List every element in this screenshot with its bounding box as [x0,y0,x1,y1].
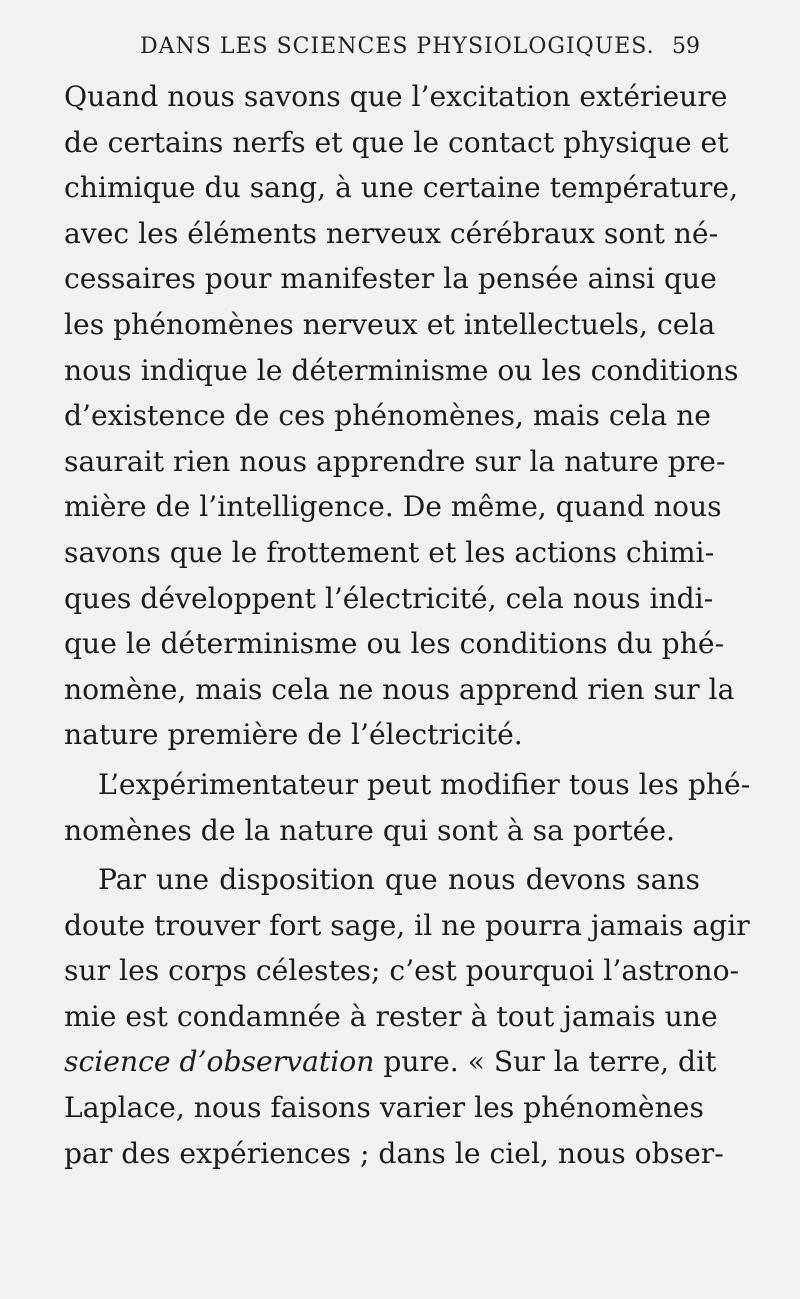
page-number: 59 [672,34,700,59]
text-line: mière de l’intelligence. De même, quand nous [64,490,722,524]
text-line: nous indique le déterminisme ou les conditions [64,353,739,387]
running-head [64,30,700,64]
paragraph-3 [64,857,750,1176]
paragraph-2 [64,762,751,853]
text-line: Laplace, nous faisons varier les phénomènes [64,1091,704,1125]
text-line: L’expérimentateur peut modifier tous les phé- [98,767,751,801]
text-line: sur les corps célestes; c’est pourquoi l’astrono- [64,954,740,988]
text-line: saurait rien nous apprendre sur la nature pre- [64,444,726,478]
text-line: avec les éléments nerveux cérébraux sont né- [64,216,719,250]
line-rest: pure. « Sur la terre, dit [374,1045,717,1079]
text-line-with-italic [64,1039,717,1085]
body-text [64,74,751,1176]
text-line: doute trouver fort sage, il ne pourra jamais agir [64,908,750,942]
text-line: nomènes de la nature qui sont à sa portée. [64,813,675,847]
text-line: nomène, mais cela ne nous apprend rien sur la [64,672,735,706]
text-line: d’existence de ces phénomènes, mais cela ne [64,399,711,433]
text-line: chimique du sang, à une certaine température, [64,171,739,205]
text-line: Par une disposition que nous devons sans [98,863,700,897]
text-line: nature première de l’électricité. [64,718,523,752]
text-line: par des expériences ; dans le ciel, nous obser- [64,1136,724,1170]
text-line: savons que le frottement et les actions chimi- [64,535,715,569]
text-line: cessaires pour manifester la pensée ainsi que [64,262,717,296]
italic-phrase: science d’observation [64,1045,375,1079]
text-line: Quand nous savons que l’excitation extérieure [64,80,728,113]
text-line: mie est condamnée à rester à tout jamais une [64,999,718,1033]
text-line: ques développent l’électricité, cela nous indi- [64,581,714,615]
paragraph-1 [64,74,739,758]
text-line: de certains nerfs et que le contact physique et [64,125,729,159]
text-line: que le déterminisme ou les conditions du phé- [64,627,725,661]
running-head-title: DANS LES SCIENCES PHYSIOLOGIQUES. [140,34,655,59]
text-line: les phénomènes nerveux et intellectuels, cela [64,307,716,341]
